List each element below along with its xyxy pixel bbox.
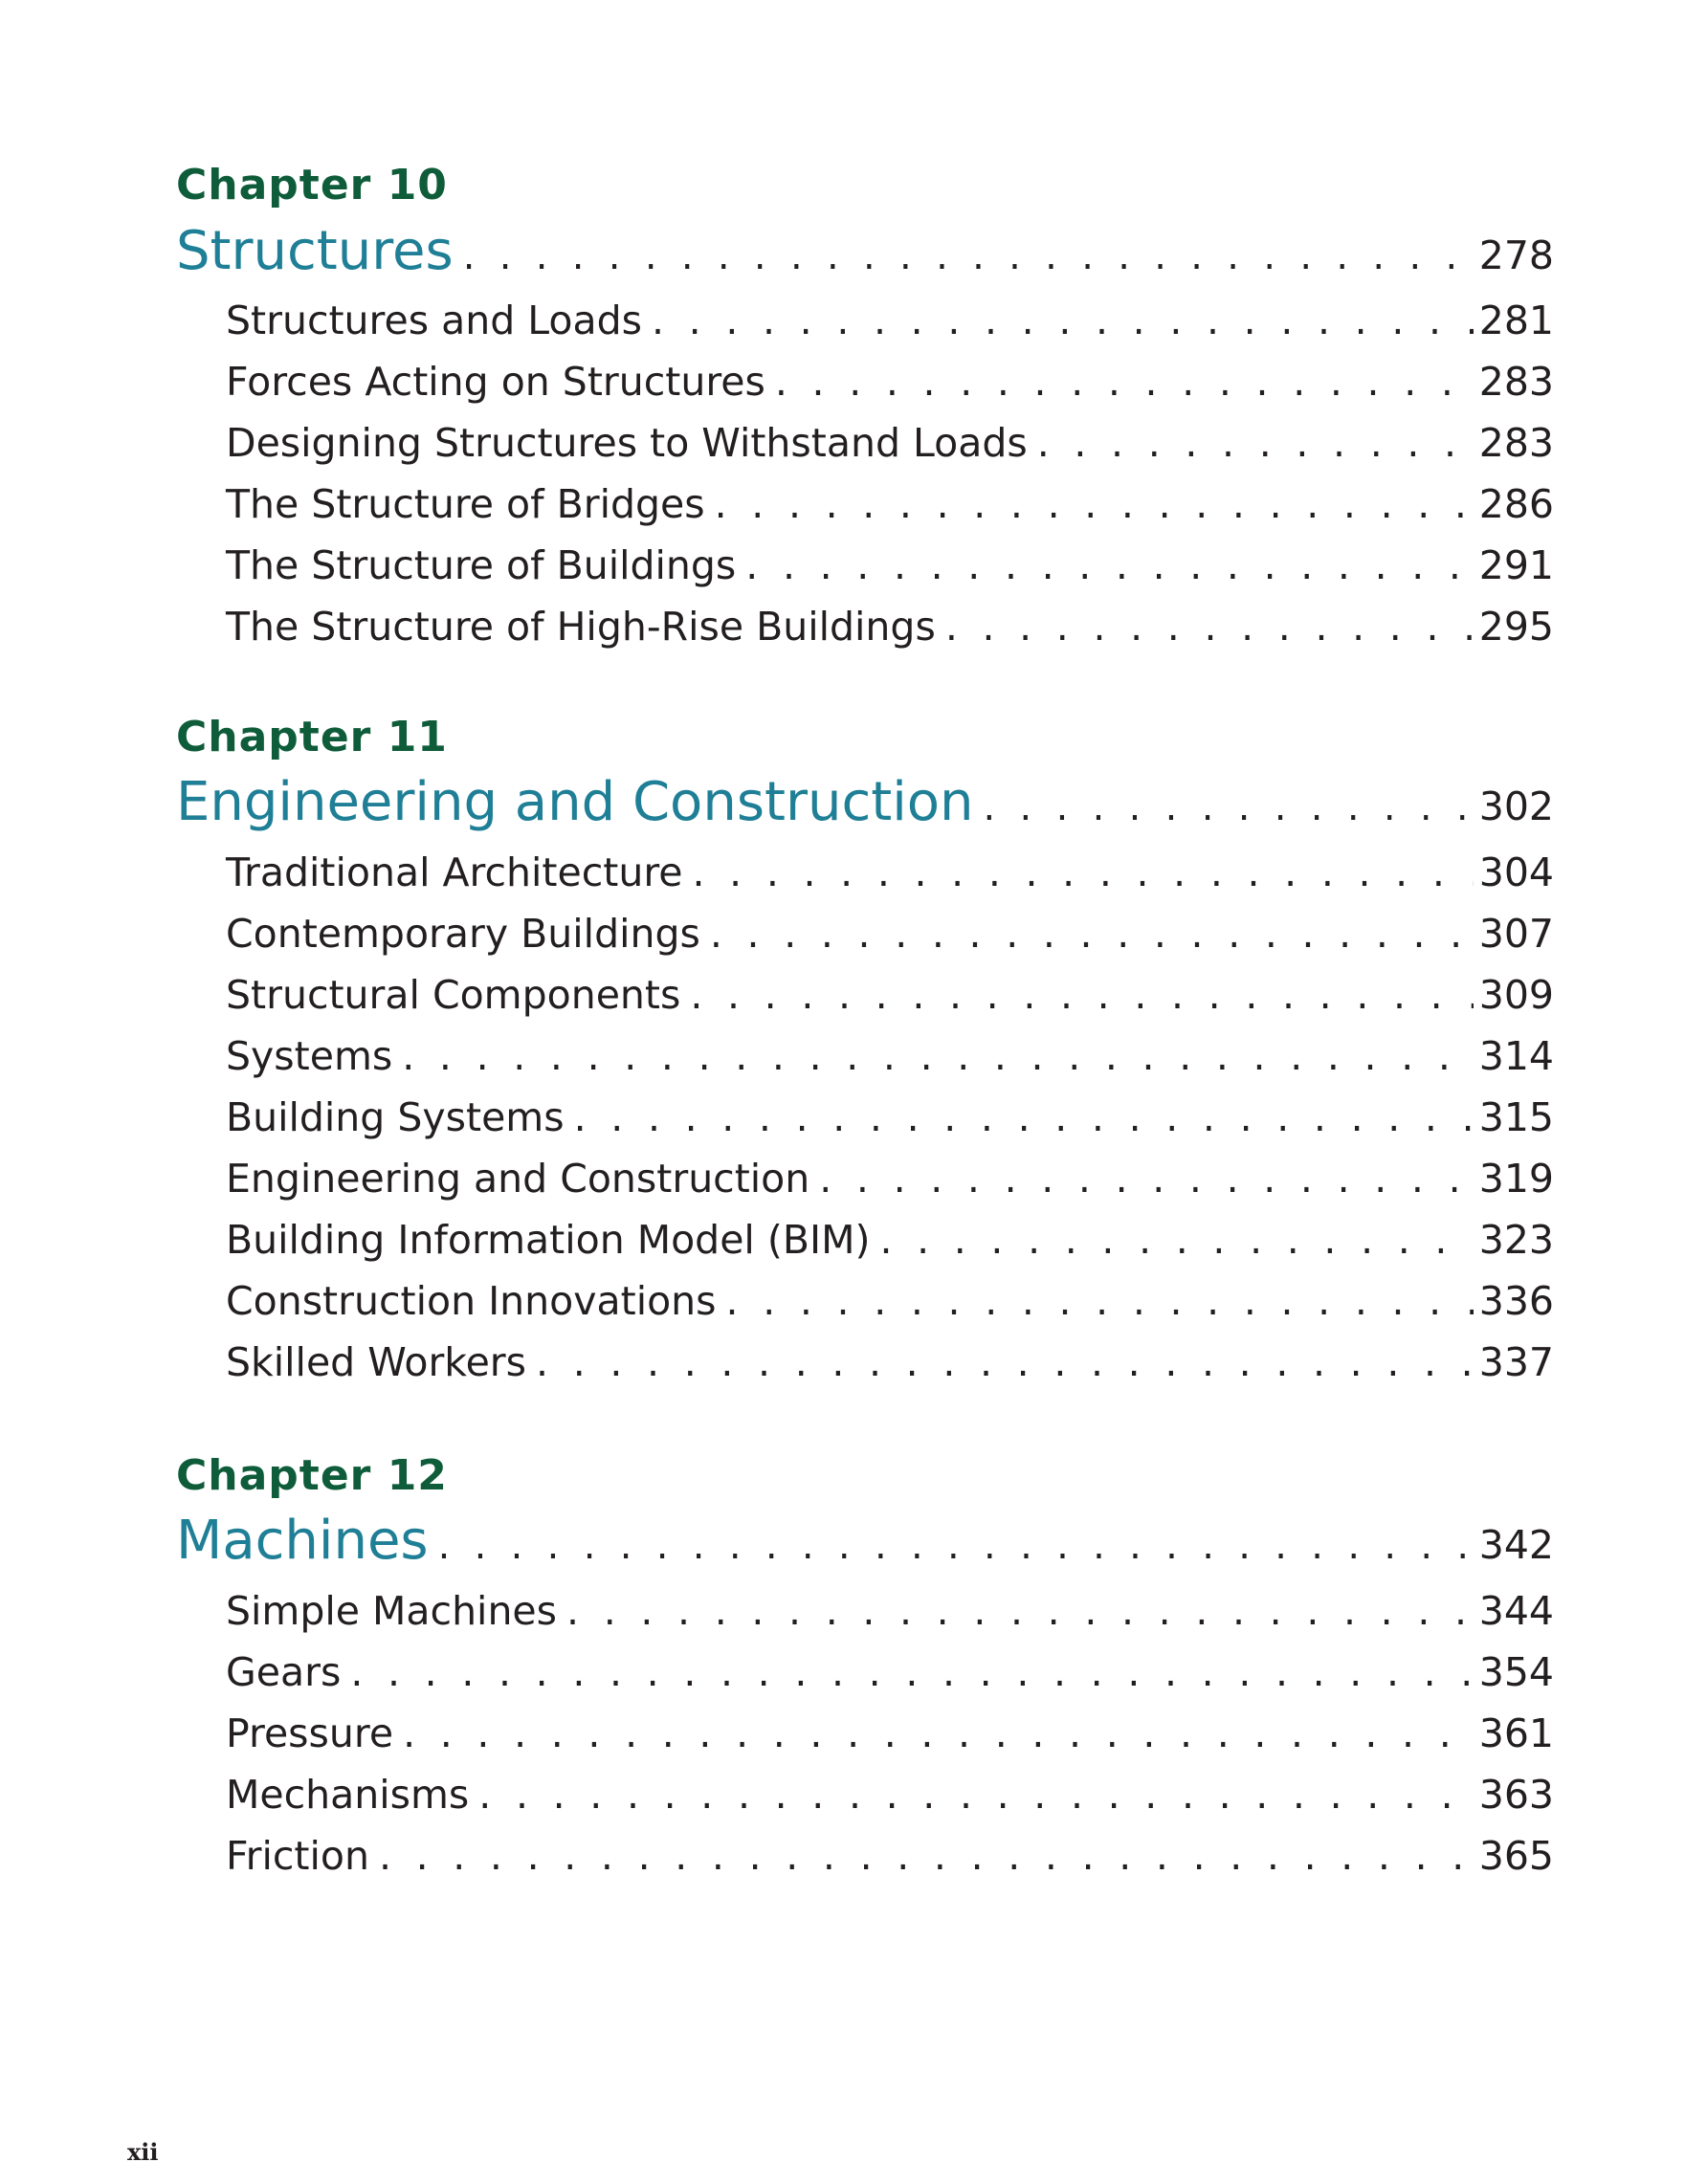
dot-leader	[879, 1216, 1473, 1264]
section-entry[interactable]	[226, 1216, 1554, 1264]
page-number: 307	[1478, 911, 1554, 957]
chapter-title-entry[interactable]	[176, 771, 1554, 839]
section-title: Forces Acting on Structures	[226, 359, 765, 405]
page-number: 344	[1478, 1588, 1554, 1634]
chapter-title: Machines	[176, 1510, 429, 1572]
page-number: 295	[1478, 604, 1554, 650]
section-title: Structural Components	[226, 972, 681, 1018]
section-title: Engineering and Construction	[226, 1156, 810, 1202]
section-entry[interactable]	[226, 1093, 1554, 1141]
page-number: 314	[1478, 1033, 1554, 1079]
section-entry[interactable]	[226, 358, 1554, 406]
section-title: Systems	[226, 1033, 393, 1079]
section-entry[interactable]	[226, 1710, 1554, 1757]
section-entry[interactable]	[226, 541, 1554, 589]
page-number: 363	[1478, 1772, 1554, 1818]
page-number: 319	[1478, 1156, 1554, 1202]
chapter-title: Engineering and Construction	[176, 771, 974, 833]
section-title: Contemporary Buildings	[226, 911, 700, 957]
section-entry[interactable]	[226, 1338, 1554, 1386]
dot-leader	[478, 1771, 1473, 1819]
dot-leader	[710, 910, 1474, 958]
dot-leader	[745, 541, 1473, 589]
page-number: 278	[1478, 232, 1554, 278]
section-title: The Structure of High-Rise Buildings	[226, 604, 936, 650]
dot-leader	[403, 1710, 1474, 1757]
section-title: Building Information Model (BIM)	[226, 1217, 871, 1263]
page-number: 337	[1478, 1339, 1554, 1385]
page-number: 309	[1478, 972, 1554, 1018]
page-number: 283	[1478, 420, 1554, 466]
dot-leader	[819, 1155, 1473, 1202]
page-number: 354	[1478, 1649, 1554, 1695]
chapter-title-entry[interactable]	[176, 220, 1554, 288]
page-number: 291	[1478, 542, 1554, 588]
section-entry[interactable]	[226, 603, 1554, 651]
dot-leader	[574, 1093, 1474, 1141]
section-entry[interactable]	[226, 419, 1554, 467]
section-title: Structures and Loads	[226, 298, 643, 343]
page-folio: xii	[127, 2138, 159, 2166]
page-number: 302	[1478, 783, 1554, 829]
section-title: Building Systems	[226, 1094, 565, 1140]
dot-leader	[463, 225, 1474, 288]
chapter-label: Chapter 10	[176, 161, 448, 210]
section-title: Gears	[226, 1649, 342, 1695]
page-number: 342	[1478, 1522, 1554, 1568]
dot-leader	[693, 849, 1474, 896]
chapter-label: Chapter 11	[176, 713, 448, 761]
dot-leader	[715, 480, 1474, 528]
dot-leader	[1037, 419, 1474, 467]
section-title: The Structure of Bridges	[226, 481, 705, 527]
dot-leader	[775, 358, 1474, 406]
dot-leader	[379, 1832, 1474, 1880]
page-number: 286	[1478, 481, 1554, 527]
section-entry[interactable]	[226, 910, 1554, 958]
dot-leader	[726, 1277, 1474, 1325]
page-number: 283	[1478, 359, 1554, 405]
dot-leader	[652, 297, 1474, 344]
page-number: 336	[1478, 1278, 1554, 1324]
page-number: 304	[1478, 849, 1554, 895]
dot-leader	[984, 776, 1474, 839]
section-entry[interactable]	[226, 297, 1554, 344]
section-title: Mechanisms	[226, 1772, 470, 1818]
chapter-title-entry[interactable]	[176, 1510, 1554, 1577]
dot-leader	[690, 971, 1473, 1019]
page-number: 281	[1478, 298, 1554, 343]
section-title: Designing Structures to Withstand Loads	[226, 420, 1028, 466]
section-entry[interactable]	[226, 1587, 1554, 1635]
section-title: Pressure	[226, 1710, 394, 1756]
page-number: 361	[1478, 1710, 1554, 1756]
section-entry[interactable]	[226, 971, 1554, 1019]
section-entry[interactable]	[226, 480, 1554, 528]
chapter-label: Chapter 12	[176, 1451, 448, 1500]
page-number: 365	[1478, 1833, 1554, 1879]
section-title: Traditional Architecture	[226, 849, 683, 895]
section-entry[interactable]	[226, 1771, 1554, 1819]
section-title: Simple Machines	[226, 1588, 558, 1634]
section-title: Construction Innovations	[226, 1278, 717, 1324]
section-entry[interactable]	[226, 1155, 1554, 1202]
section-entry[interactable]	[226, 849, 1554, 896]
dot-leader	[350, 1648, 1473, 1696]
dot-leader	[945, 603, 1474, 651]
page-number: 323	[1478, 1217, 1554, 1263]
dot-leader	[438, 1514, 1474, 1577]
dot-leader	[402, 1032, 1473, 1080]
section-title: Friction	[226, 1833, 369, 1879]
section-title: The Structure of Buildings	[226, 542, 737, 588]
section-entry[interactable]	[226, 1832, 1554, 1880]
section-entry[interactable]	[226, 1648, 1554, 1696]
page-number: 315	[1478, 1094, 1554, 1140]
section-title: Skilled Workers	[226, 1339, 527, 1385]
section-entry[interactable]	[226, 1277, 1554, 1325]
dot-leader	[566, 1587, 1474, 1635]
dot-leader	[536, 1338, 1474, 1386]
section-entry[interactable]	[226, 1032, 1554, 1080]
chapter-title: Structures	[176, 220, 454, 282]
